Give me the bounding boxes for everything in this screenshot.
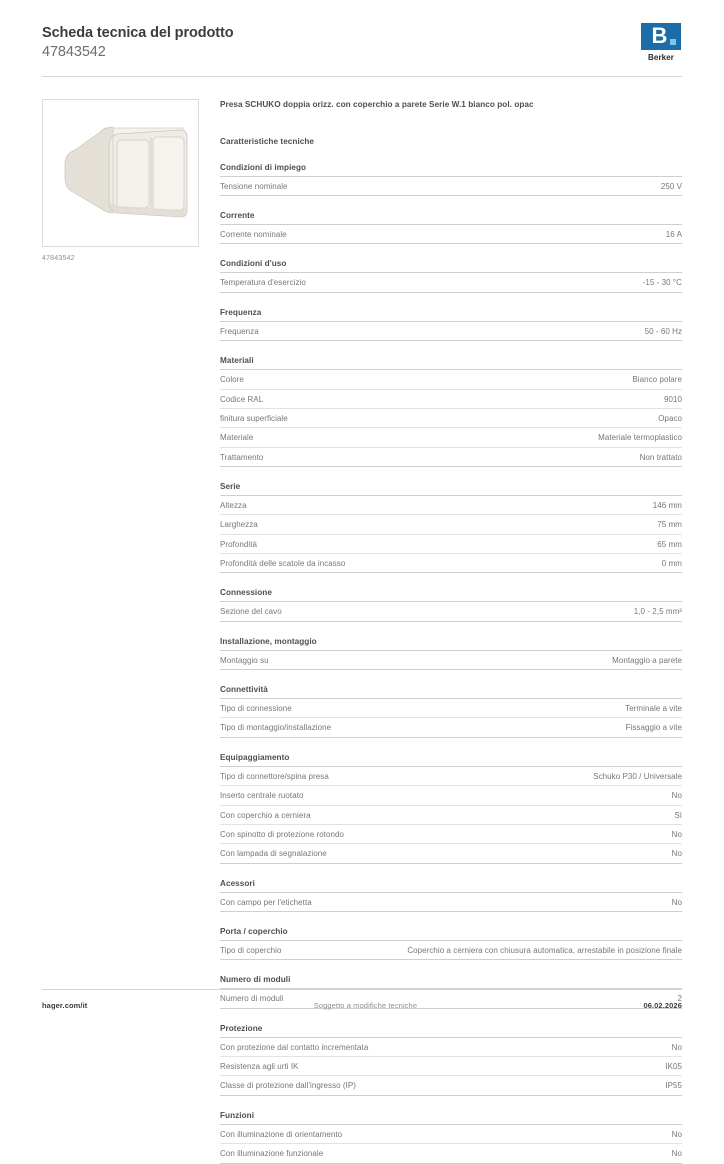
- spec-group: [220, 1024, 682, 1096]
- spec-group: [220, 211, 682, 244]
- spec-label: Con spinotto di protezione rotondo: [220, 829, 345, 839]
- header-titles: [42, 22, 233, 62]
- specifications-heading: Caratteristiche tecniche: [220, 136, 315, 146]
- spec-group-title: Frequenza: [220, 308, 682, 322]
- spec-value: 75 mm: [657, 520, 682, 530]
- footer-row: [42, 990, 682, 1010]
- spec-row: [220, 786, 682, 805]
- spec-label: Resistenza agli urti IK: [220, 1062, 299, 1072]
- spec-value: Materiale termoplastico: [598, 433, 682, 443]
- spec-group: [220, 753, 682, 864]
- spec-value: 50 - 60 Hz: [644, 326, 682, 336]
- spec-row: [220, 651, 682, 670]
- footer-disclaimer: Soggetto a modifiche tecniche: [313, 1001, 418, 1010]
- spec-group-title: Numero di moduli: [220, 975, 682, 989]
- spec-value: No: [671, 1149, 682, 1159]
- spec-value: Coperchio a cerniera con chiusura automatica, arrestabile in posizione finale: [407, 946, 682, 955]
- spec-group-title: Corrente: [220, 211, 682, 225]
- spec-group: [220, 259, 682, 292]
- product-photo-schuko-socket-icon: [43, 100, 199, 247]
- spec-label: Sezione del cavo: [220, 607, 282, 617]
- spec-value: Opaco: [658, 413, 682, 423]
- spec-group-title: Materiali: [220, 356, 682, 370]
- spec-value: Sì: [674, 810, 682, 820]
- spec-group-title: Condizioni di impiego: [220, 163, 682, 177]
- spec-label: Inserto centrale ruotato: [220, 791, 304, 801]
- spec-group: [220, 356, 682, 467]
- berker-logo-letter: B: [651, 22, 667, 48]
- spec-row: [220, 602, 682, 621]
- spec-group-title: Connessione: [220, 588, 682, 602]
- spec-label: finitura superficiale: [220, 413, 288, 423]
- spec-value: 146 mm: [652, 500, 682, 510]
- spec-label: Tensione nominale: [220, 181, 288, 191]
- spec-group-title: Condizioni d'uso: [220, 259, 682, 273]
- spec-group: [220, 879, 682, 912]
- spec-group-title: Funzioni: [220, 1111, 682, 1125]
- product-code-subtitle: 47843542: [42, 44, 106, 61]
- product-description: Presa SCHUKO doppia orizz. con coperchio a parete Serie W.1 bianco pol. opac: [220, 100, 534, 110]
- spec-label: Tipo di coperchio: [220, 946, 282, 955]
- spec-row: [220, 1076, 682, 1095]
- spec-group-title: Protezione: [220, 1024, 682, 1038]
- spec-label: Tipo di connessione: [220, 704, 292, 714]
- spec-label: Colore: [220, 375, 244, 385]
- spec-group-title: Equipaggiamento: [220, 753, 682, 767]
- spec-label: Tipo di connettore/spina presa: [220, 771, 329, 781]
- spec-value: Bianco polare: [632, 375, 682, 385]
- spec-group-title: Connettività: [220, 685, 682, 699]
- spec-label: Classe di protezione dall'ingresso (IP): [220, 1081, 356, 1091]
- spec-label: Numero di moduli: [220, 994, 284, 1004]
- spec-label: Con coperchio a cerniera: [220, 810, 311, 820]
- spec-row: [220, 1125, 682, 1144]
- spec-row: [220, 554, 682, 573]
- spec-value: 65 mm: [657, 539, 682, 549]
- specification-groups: [220, 163, 682, 1164]
- spec-row: [220, 535, 682, 554]
- spec-row: [220, 718, 682, 737]
- spec-label: Altezza: [220, 500, 247, 510]
- spec-value: Montaggio a parete: [612, 655, 682, 665]
- spec-label: Materiale: [220, 433, 254, 443]
- spec-group: [220, 482, 682, 573]
- spec-row: [220, 699, 682, 718]
- spec-value: Non trattato: [639, 452, 682, 462]
- page-header: [42, 0, 682, 62]
- spec-row: [220, 496, 682, 515]
- spec-row: [220, 844, 682, 863]
- spec-value: 0 mm: [661, 559, 682, 569]
- spec-label: Tipo di montaggio/installazione: [220, 723, 332, 733]
- spec-row: [220, 1038, 682, 1057]
- spec-label: Con campo per l'etichetta: [220, 897, 312, 907]
- berker-logo-dot-icon: [670, 39, 676, 45]
- spec-group-title: Serie: [220, 482, 682, 496]
- spec-row: [220, 370, 682, 389]
- spec-value: Fissaggio a vite: [625, 723, 682, 733]
- spec-group-title: Installazione, montaggio: [220, 637, 682, 651]
- spec-row: [220, 225, 682, 244]
- spec-row: [220, 428, 682, 447]
- footer-date: 06.02.2026: [643, 1001, 682, 1010]
- spec-group: [220, 637, 682, 670]
- spec-label: Profondità: [220, 539, 257, 549]
- spec-value: No: [671, 1042, 682, 1052]
- spec-label: Corrente nominale: [220, 230, 287, 240]
- product-image-caption: 47843542: [42, 255, 75, 263]
- spec-row: [220, 515, 682, 534]
- spec-row: [220, 1057, 682, 1076]
- spec-group: [220, 1111, 682, 1164]
- spec-label: Profondità delle scatole da incasso: [220, 559, 346, 569]
- spec-label: Codice RAL: [220, 394, 264, 404]
- berker-logo-mark: [641, 23, 681, 50]
- spec-label: Con illuminazione funzionale: [220, 1149, 324, 1159]
- spec-group: [220, 685, 682, 738]
- spec-value: No: [671, 829, 682, 839]
- footer-website-link[interactable]: hager.com/it: [42, 1001, 88, 1010]
- spec-group: [220, 588, 682, 621]
- spec-label: Larghezza: [220, 520, 258, 530]
- spec-label: Frequenza: [220, 326, 259, 336]
- berker-wordmark: Berker: [648, 53, 674, 62]
- berker-logo: [640, 22, 682, 62]
- spec-value: 9010: [664, 394, 682, 404]
- page-title: Scheda tecnica del prodotto: [42, 25, 234, 41]
- spec-row: [220, 448, 682, 467]
- spec-row: [220, 409, 682, 428]
- spec-value: No: [671, 897, 682, 907]
- spec-label: Trattamento: [220, 452, 264, 462]
- spec-value: 2: [677, 994, 682, 1004]
- spec-row: [220, 941, 682, 960]
- spec-value: 250 V: [660, 181, 682, 191]
- spec-value: No: [671, 791, 682, 801]
- spec-value: 1,0 - 2,5 mm²: [633, 607, 682, 617]
- spec-value: Schuko P30 / Universale: [593, 771, 682, 781]
- spec-group-title: Porta / coperchio: [220, 927, 682, 941]
- spec-label: Temperatura d'esercizio: [220, 278, 306, 288]
- spec-row: [220, 1144, 682, 1163]
- page-footer: [42, 989, 682, 1010]
- spec-row: [220, 825, 682, 844]
- spec-label: Montaggio su: [220, 655, 269, 665]
- spec-group-title: Acessori: [220, 879, 682, 893]
- spec-value: No: [671, 1129, 682, 1139]
- spec-group: [220, 163, 682, 196]
- spec-row: [220, 390, 682, 409]
- product-image-frame: [42, 99, 199, 247]
- spec-row: [220, 767, 682, 786]
- spec-group: [220, 308, 682, 341]
- spec-value: IK05: [665, 1062, 682, 1072]
- spec-value: No: [671, 849, 682, 859]
- spec-group: [220, 927, 682, 960]
- spec-label: Con protezione dal contatto incrementata: [220, 1042, 369, 1052]
- spec-value: 16 A: [665, 230, 682, 240]
- spec-label: Con illuminazione di orientamento: [220, 1129, 343, 1139]
- spec-row: [220, 273, 682, 292]
- spec-row: [220, 893, 682, 912]
- spec-value: IP55: [665, 1081, 682, 1091]
- spec-value: -15 - 30 °C: [642, 278, 682, 288]
- spec-row: [220, 806, 682, 825]
- spec-row: [220, 322, 682, 341]
- spec-row: [220, 177, 682, 196]
- spec-value: Terminale a vite: [625, 704, 682, 714]
- spec-label: Con lampada di segnalazione: [220, 849, 327, 859]
